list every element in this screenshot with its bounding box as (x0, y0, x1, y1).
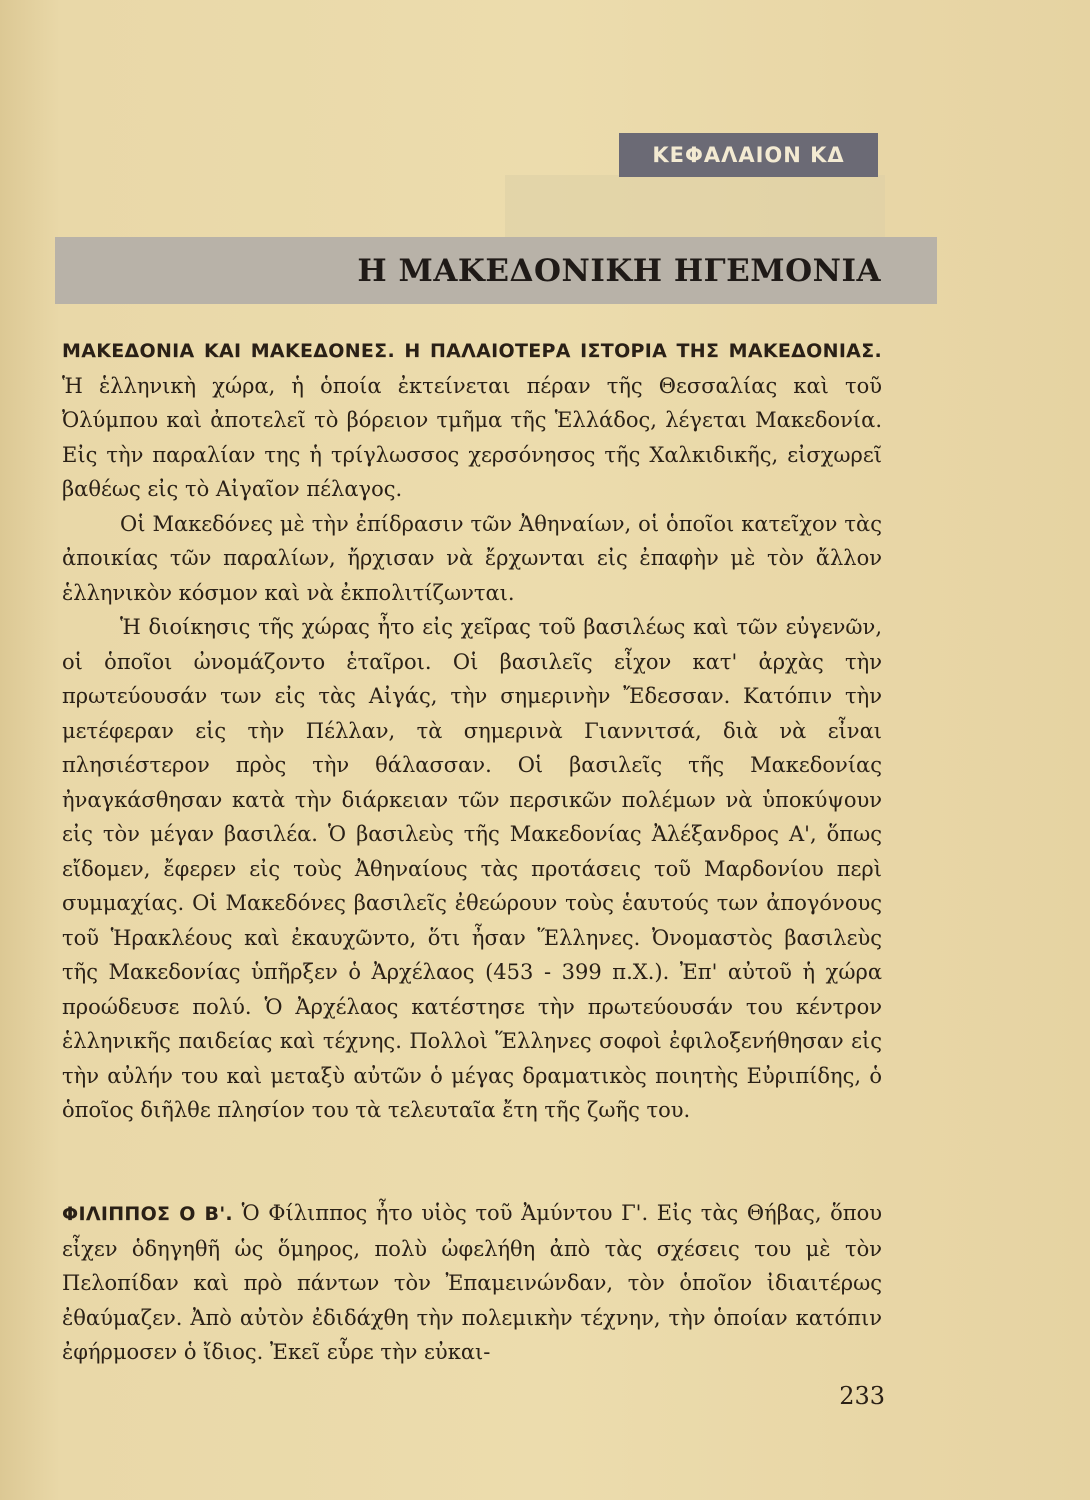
section-paragraph (62, 333, 882, 507)
section-philip (62, 1196, 882, 1370)
chapter-title: Η ΜΑΚΕΔΟΝΙΚΗ ΗΓΕΜΟΝΙΑ (357, 252, 881, 289)
section-heading: ΜΑΚΕΔΟΝΙΑ ΚΑΙ ΜΑΚΕΔΟΝΕΣ. Η ΠΑΛΑΙΟΤΕΡΑ ΙΣΤΟΡΙΑ ΤΗΣ ΜΑΚΕΔΟΝΙΑΣ. (62, 340, 882, 362)
section-paragraph (62, 1196, 882, 1370)
paragraph-text: Ἡ ἑλληνικὴ χώρα, ἡ ὁποία ἐκτείνεται πέραν τῆς Θεσσαλίας καὶ τοῦ Ὀλύμπου καὶ ἀποτελεῖ τὸ βόρειον τμῆμα τῆς Ἑλλάδος, λέγεται Μακεδονία. Εἰς τὴν παραλίαν της ἡ τρίγλωσσος χερσόνησος τῆς Χαλκιδικῆς, εἰσχωρεῖ βαθέως εἰς τὸ Αἰγαῖον πέλαγος. (62, 373, 882, 501)
chapter-label: ΚΕΦΑΛΑΙΟΝ ΚΔ (619, 133, 878, 177)
section-macedonia (62, 333, 882, 1128)
paragraph-text: Ὁ Φίλιππος ἦτο υἱὸς τοῦ Ἀμύντου Γ'. Εἰς τὰς Θήβας, ὅπου εἶχεν ὁδηγηθῆ ὡς ὅμηρος, πολὺ ὠφελήθη ἀπὸ τὰς σχέσεις του μὲ τὸν Πελοπίδαν καὶ πρὸ πάντων τὸν Ἐπαμεινώνδαν, τὸν ὁποῖον ἰδιαιτέρως ἐθαύμαζεν. Ἀπὸ αὐτὸν ἐδιδάχθη τὴν πολεμικὴν τέχνην, τὴν ὁποίαν κατόπιν ἐφήρμοσεν ὁ ἴδιος. Ἐκεῖ εὗρε τὴν εὐκαι- (62, 1201, 882, 1364)
title-band (55, 237, 937, 304)
paragraph: Ἡ διοίκησις τῆς χώρας ἦτο εἰς χεῖρας τοῦ βασιλέως καὶ τῶν εὐγενῶν, οἱ ὁποῖοι ὠνομάζοντο ἑταῖροι. Οἱ βασιλεῖς εἶχον κατ' ἀρχὰς τὴν πρωτεύουσάν των εἰς τὰς Αἰγάς, τὴν σημερινὴν Ἔδεσσαν. Κατόπιν τὴν μετέφεραν εἰς τὴν Πέλλαν, τὰ σημερινὰ Γιαννιτσά, διὰ νὰ εἶναι πλησιέστερον πρὸς τὴν θάλασσαν. Οἱ βασιλεῖς τῆς Μακεδονίας ἠναγκάσθησαν κατὰ τὴν διάρκειαν τῶν περσικῶν πολέμων νὰ ὑποκύψουν εἰς τὸν μέγαν βασιλέα. Ὁ βασιλεὺς τῆς Μακεδονίας Ἀλέξανδρος Α', ὅπως εἴδομεν, ἔφερεν εἰς τοὺς Ἀθηναίους τὰς προτάσεις τοῦ Μαρδονίου περὶ συμμαχίας. Οἱ Μακεδόνες βασιλεῖς ἐθεώρουν τοὺς ἑαυτούς των ἀπογόνους τοῦ Ἡρακλέους καὶ ἐκαυχῶντο, ὅτι ἦσαν Ἕλληνες. Ὀνομαστὸς βασιλεὺς τῆς Μακεδονίας ὑπῆρξεν ὁ Ἀρχέλαος (453 - 399 π.Χ.). Ἐπ' αὐτοῦ ἡ χώρα προώδευσε πολύ. Ὁ Ἀρχέλαος κατέστησε τὴν πρωτεύουσάν του κέντρον ἑλληνικῆς παιδείας καὶ τέχνης. Πολλοὶ Ἕλληνες σοφοὶ ἐφιλοξενήθησαν εἰς τὴν αὐλήν του καὶ μεταξὺ αὐτῶν ὁ μέγας δραματικὸς ποιητὴς Εὐριπίδης, ὁ ὁποῖος διῆλθε πλησίον του τὰ τελευταῖα ἔτη τῆς ζωῆς του. (62, 615, 882, 1122)
paragraph: Οἱ Μακεδόνες μὲ τὴν ἐπίδρασιν τῶν Ἀθηναίων, οἱ ὁποῖοι κατεῖχον τὰς ἀποικίας τῶν παραλίων, ἤρχισαν νὰ ἔρχωνται εἰς ἐπαφὴν μὲ τὸν ἄλλον ἑλληνικὸν κόσμον καὶ νὰ ἐκπολιτίζωνται. (62, 511, 882, 605)
page-number: 233 (839, 1382, 885, 1410)
show-through-shadow (505, 175, 885, 245)
section-heading: ΦΙΛΙΠΠΟΣ Ο Β'. (62, 1203, 233, 1225)
